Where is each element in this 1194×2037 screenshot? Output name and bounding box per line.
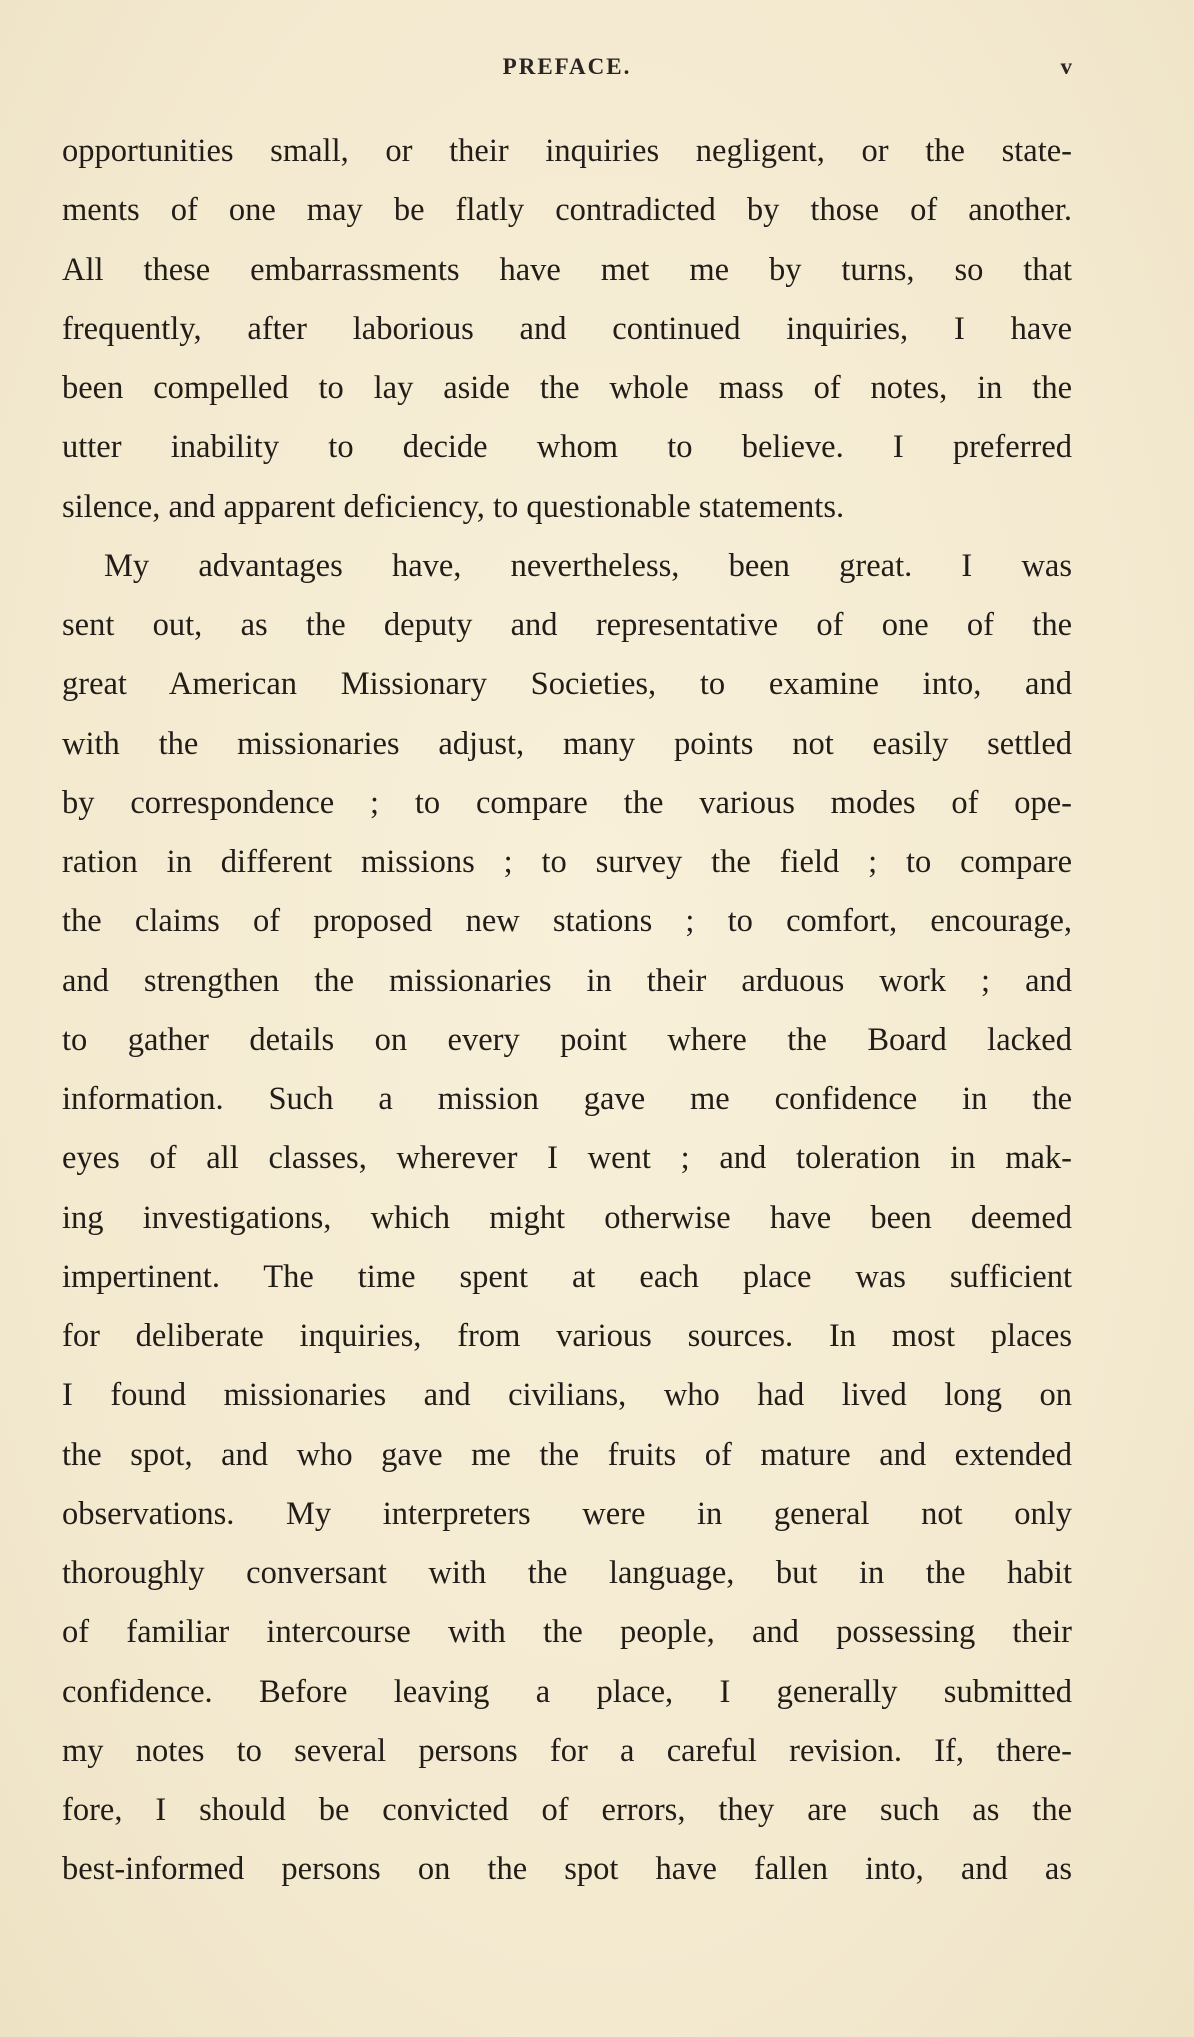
running-title: PREFACE. (502, 54, 632, 79)
text-line: eyes of all classes, wherever I went ; and toleration in mak- (62, 1140, 1072, 1177)
text-line: by correspondence ; to compare the various modes of ope- (62, 784, 1072, 821)
text-line: silence, and apparent deficiency, to questionable statements. (62, 488, 845, 525)
text-line: impertinent. The time spent at each place was sufficient (62, 1258, 1072, 1295)
text-line: with the missionaries adjust, many points not easily settled (62, 725, 1072, 762)
running-head (62, 48, 1072, 88)
text-line: fore, I should be convicted of errors, they are such as the (62, 1792, 1072, 1828)
text-line: of familiar intercourse with the people, and possessing their (62, 1614, 1072, 1651)
text-line: sent out, as the deputy and representative of one of the (62, 607, 1072, 643)
text-line: best-informed persons on the spot have fallen into, and as (62, 1851, 1072, 1888)
paragraph (62, 537, 1072, 1900)
text-line: observations. My interpreters were in general not only (62, 1495, 1072, 1532)
text-line: ments of one may be flatly contradicted by those of another. (62, 192, 1072, 229)
text-line: for deliberate inquiries, from various sources. In most places (62, 1318, 1072, 1354)
text-line: All these embarrassments have met me by turns, so that (62, 251, 1072, 288)
text-line: frequently, after laborious and continued inquiries, I have (62, 310, 1072, 347)
body-text (62, 122, 1072, 1900)
paragraph (62, 122, 1072, 537)
text-line: and strengthen the missionaries in their arduous work ; and (62, 962, 1072, 999)
text-line: confidence. Before leaving a place, I generally submitted (62, 1673, 1072, 1710)
text-line: information. Such a mission gave me confidence in the (62, 1081, 1072, 1117)
text-line: to gather details on every point where the Board lacked (62, 1021, 1072, 1058)
text-line: been compelled to lay aside the whole mass of notes, in the (62, 370, 1072, 406)
text-line: opportunities small, or their inquiries negligent, or the state- (62, 133, 1072, 169)
page-number: v (1060, 54, 1072, 79)
text-line: the spot, and who gave me the fruits of mature and extended (62, 1436, 1072, 1473)
text-line: ration in different missions ; to survey the field ; to compare (62, 844, 1072, 880)
text-line: my notes to several persons for a careful revision. If, there- (62, 1732, 1072, 1769)
text-line: great American Missionary Societies, to examine into, and (62, 666, 1072, 703)
text-line: I found missionaries and civilians, who had lived long on (62, 1377, 1072, 1414)
text-line: ing investigations, which might otherwise have been deemed (62, 1199, 1072, 1236)
text-line: utter inability to decide whom to believe. I preferred (62, 429, 1072, 466)
text-line: the claims of proposed new stations ; to comfort, encourage, (62, 903, 1072, 940)
text-line: My advantages have, nevertheless, been great. I was (104, 547, 1072, 584)
text-line: thoroughly conversant with the language, but in the habit (62, 1555, 1072, 1591)
